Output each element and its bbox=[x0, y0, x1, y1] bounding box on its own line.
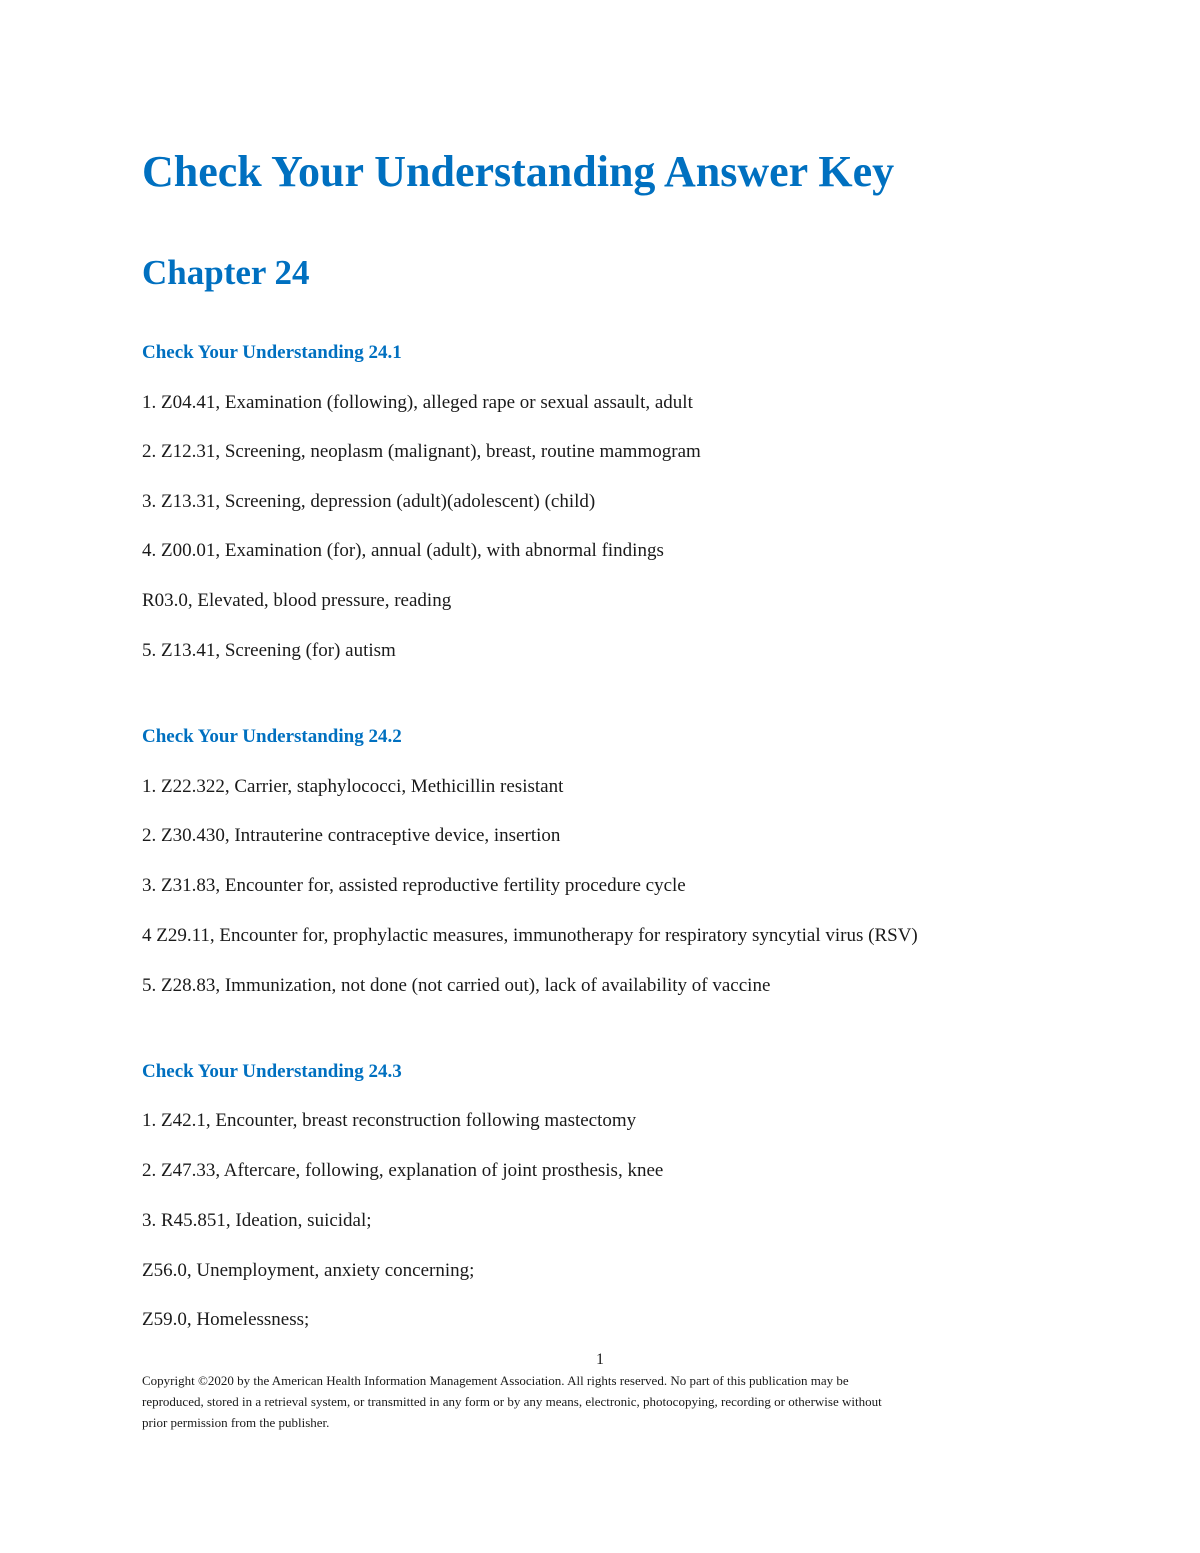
answer-line: 5. Z28.83, Immunization, not done (not carried out), lack of availability of vaccine bbox=[142, 975, 771, 996]
answer-line: Z59.0, Homelessness; bbox=[142, 1309, 310, 1330]
answer-line: 2. Z30.430, Intrauterine contraceptive device, insertion bbox=[142, 825, 561, 846]
copyright-line: reproduced, stored in a retrieval system, or transmitted in any form or by any means, electronic, photocopying, recording or otherwise without bbox=[142, 1394, 882, 1409]
copyright-line: prior permission from the publisher. bbox=[142, 1415, 330, 1430]
answer-line: 2. Z12.31, Screening, neoplasm (malignant), breast, routine mammogram bbox=[142, 441, 701, 462]
page-number: 1 bbox=[596, 1351, 604, 1368]
answer-line: 2. Z47.33, Aftercare, following, explanation of joint prosthesis, knee bbox=[142, 1160, 664, 1181]
answer-line: 4. Z00.01, Examination (for), annual (adult), with abnormal findings bbox=[142, 540, 664, 561]
answer-line: 3. R45.851, Ideation, suicidal; bbox=[142, 1210, 372, 1231]
answer-line: 1. Z42.1, Encounter, breast reconstruction following mastectomy bbox=[142, 1110, 637, 1131]
answer-line: 3. Z13.31, Screening, depression (adult)(adolescent) (child) bbox=[142, 491, 596, 512]
copyright-line: Copyright ©2020 by the American Health Information Management Association. All rights reserved. No part of this publication may be bbox=[142, 1373, 849, 1388]
section-heading-24-2: Check Your Understanding 24.2 bbox=[142, 726, 402, 747]
section-heading-24-3: Check Your Understanding 24.3 bbox=[142, 1061, 402, 1082]
answer-line: R03.0, Elevated, blood pressure, reading bbox=[142, 590, 452, 611]
answer-line: 3. Z31.83, Encounter for, assisted reproductive fertility procedure cycle bbox=[142, 875, 686, 896]
chapter-title: Chapter 24 bbox=[142, 253, 310, 292]
answer-line: 5. Z13.41, Screening (for) autism bbox=[142, 640, 396, 661]
answer-line: 1. Z04.41, Examination (following), alleged rape or sexual assault, adult bbox=[142, 392, 693, 413]
section-heading-24-1: Check Your Understanding 24.1 bbox=[142, 342, 402, 363]
document-title: Check Your Understanding Answer Key bbox=[142, 147, 895, 196]
answer-line: 4 Z29.11, Encounter for, prophylactic measures, immunotherapy for respiratory syncytial virus (RSV) bbox=[142, 925, 918, 946]
copyright-notice bbox=[142, 1370, 1042, 1433]
answer-line: 1. Z22.322, Carrier, staphylococci, Methicillin resistant bbox=[142, 776, 564, 797]
answer-line: Z56.0, Unemployment, anxiety concerning; bbox=[142, 1260, 475, 1281]
